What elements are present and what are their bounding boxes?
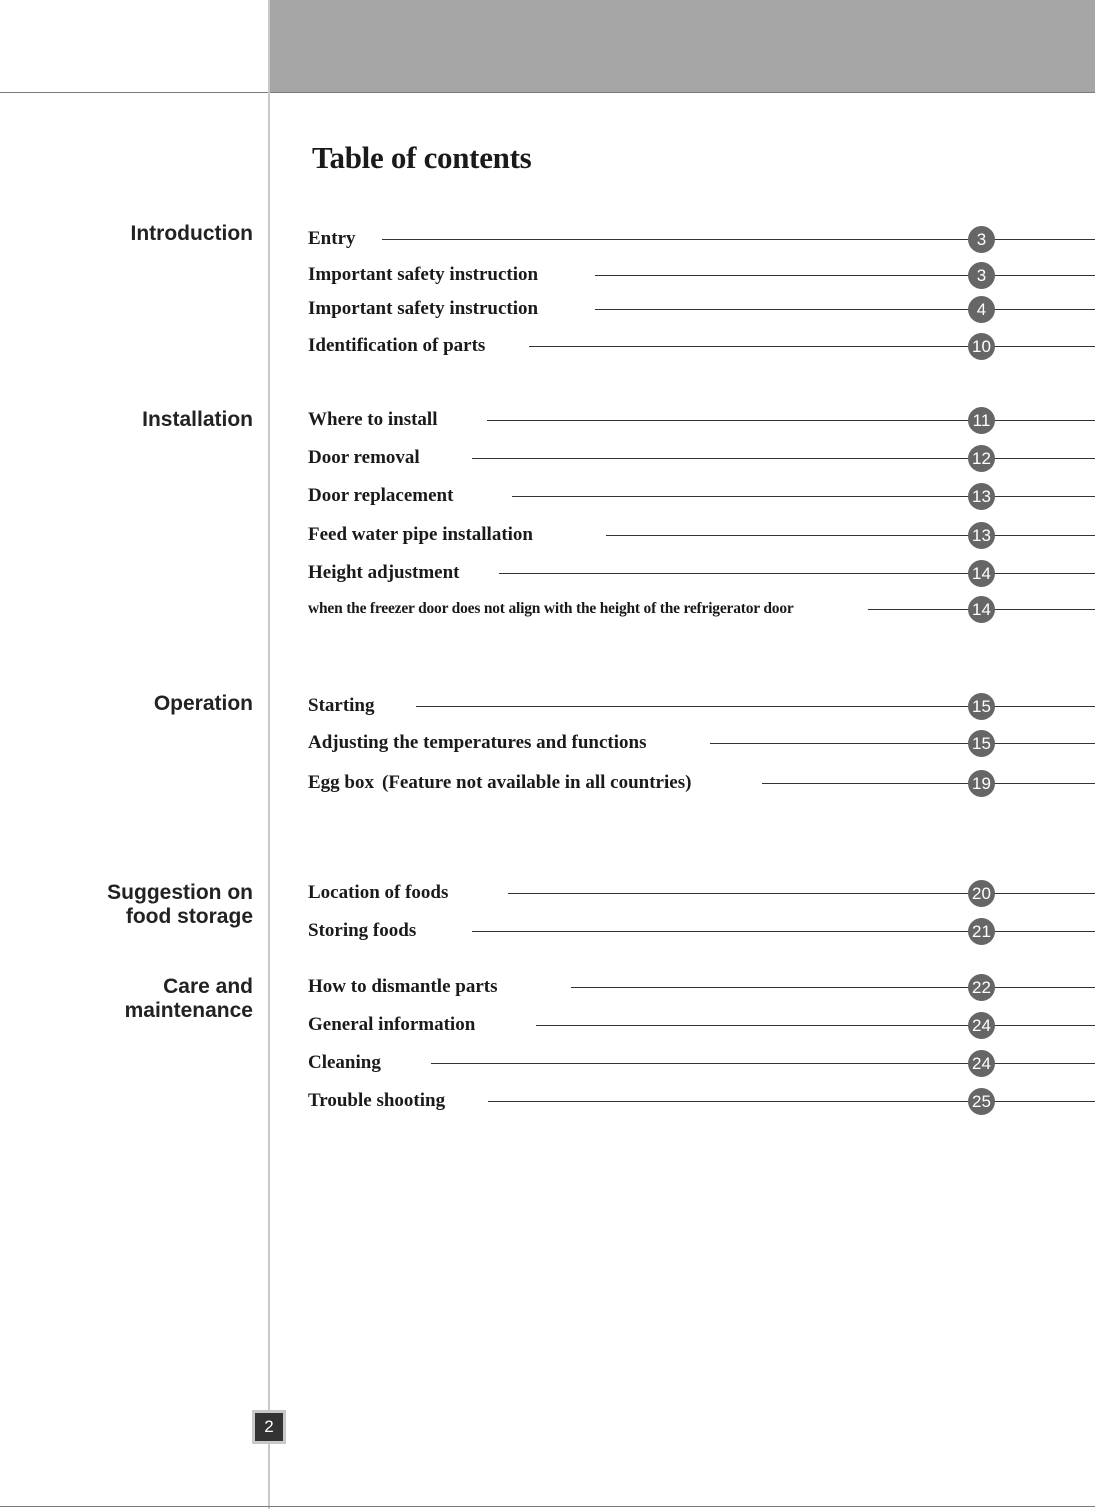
spine-divider	[268, 0, 270, 1509]
page-badge: 19	[968, 770, 995, 797]
toc-entry[interactable]	[308, 1087, 1095, 1115]
page-badge: 13	[968, 522, 995, 549]
toc-entry[interactable]	[308, 261, 1095, 289]
toc-entry[interactable]	[308, 295, 1095, 323]
toc-entry[interactable]	[308, 729, 1095, 757]
toc-entry[interactable]	[308, 406, 1095, 434]
leader-line	[431, 1063, 1095, 1064]
leader-line	[499, 573, 1095, 574]
toc-entry-label: Door removal	[308, 447, 420, 468]
toc-entry-label: Door replacement	[308, 485, 454, 506]
toc-entry-label-main: Egg box	[308, 772, 374, 793]
toc-entry-label: How to dismantle parts	[308, 976, 498, 997]
page-badge: 20	[968, 880, 995, 907]
page-number: 2	[255, 1413, 283, 1441]
page-badge: 10	[968, 333, 995, 360]
page-badge: 3	[968, 262, 995, 289]
page-badge: 14	[968, 560, 995, 587]
page-badge: 21	[968, 918, 995, 945]
toc-entry-label: Cleaning	[308, 1052, 381, 1073]
toc-entry-label: Location of foods	[308, 882, 449, 903]
page-number-box	[252, 1410, 286, 1444]
toc-entry[interactable]	[308, 1049, 1095, 1077]
page-badge: 22	[968, 974, 995, 1001]
toc-entry-label: Entry	[308, 228, 356, 249]
leader-line	[710, 743, 1095, 744]
leader-line	[488, 1101, 1095, 1102]
section-label-introduction: Introduction	[130, 222, 253, 245]
toc-entry-label: when the freezer door does not align with the height of the refrigerator door	[308, 600, 794, 617]
toc-entry[interactable]	[308, 482, 1095, 510]
toc-entry[interactable]	[308, 1011, 1095, 1039]
section-label-care-maintenance: Care and maintenance	[124, 975, 253, 1022]
toc-entry-label: Feed water pipe installation	[308, 524, 534, 545]
page-badge: 4	[968, 296, 995, 323]
toc-entry-label: Important safety instruction	[308, 264, 539, 285]
leader-line	[606, 535, 1095, 536]
page-badge: 14	[968, 596, 995, 623]
page-badge: 12	[968, 445, 995, 472]
leader-line	[595, 275, 1095, 276]
toc-entry-label	[308, 769, 691, 797]
toc-entry-label: Height adjustment	[308, 562, 460, 583]
section-label-installation: Installation	[142, 408, 253, 431]
page-title: Table of contents	[312, 140, 532, 175]
toc-entry-label: Storing foods	[308, 920, 417, 941]
leader-line	[472, 931, 1095, 932]
toc-entry-label: Starting	[308, 695, 375, 716]
toc-entry-label: Where to install	[308, 409, 438, 430]
leader-line	[512, 496, 1095, 497]
toc-entry-label: General information	[308, 1014, 476, 1035]
section-label-food-storage: Suggestion on food storage	[107, 881, 253, 928]
leader-line	[487, 420, 1095, 421]
leader-line	[472, 458, 1095, 459]
header-rule	[0, 92, 1095, 93]
page-badge: 11	[968, 407, 995, 434]
toc-entry[interactable]	[308, 769, 1095, 797]
footer-rule	[0, 1506, 1095, 1507]
toc-entry-label: Trouble shooting	[308, 1090, 446, 1111]
toc-entry[interactable]	[308, 692, 1095, 720]
section-label-operation: Operation	[153, 692, 253, 715]
toc-entry[interactable]	[308, 521, 1095, 549]
toc-entry-label: Important safety instruction	[308, 298, 539, 319]
page-badge: 15	[968, 730, 995, 757]
leader-line	[529, 346, 1095, 347]
toc-entry-label: Identification of parts	[308, 335, 486, 356]
leader-line	[595, 309, 1095, 310]
toc-entry[interactable]	[308, 559, 1095, 587]
toc-entry[interactable]	[308, 879, 1095, 907]
toc-entry-label: Adjusting the temperatures and functions	[308, 732, 647, 753]
page-badge: 25	[968, 1088, 995, 1115]
toc-entry-note: (Feature not available in all countries)	[382, 772, 692, 793]
page-badge: 24	[968, 1050, 995, 1077]
leader-line	[536, 1025, 1095, 1026]
page-badge: 15	[968, 693, 995, 720]
page-badge: 24	[968, 1012, 995, 1039]
leader-line	[571, 987, 1095, 988]
page-badge: 3	[968, 226, 995, 253]
toc-entry[interactable]	[308, 332, 1095, 360]
toc-entry[interactable]	[308, 973, 1095, 1001]
leader-line	[762, 783, 1095, 784]
toc-entry[interactable]	[308, 225, 1095, 253]
toc-entry[interactable]	[308, 444, 1095, 472]
toc-entry[interactable]	[308, 917, 1095, 945]
page-badge: 13	[968, 483, 995, 510]
toc-entry[interactable]	[308, 595, 1095, 623]
header-band	[270, 0, 1095, 92]
leader-line	[508, 893, 1095, 894]
